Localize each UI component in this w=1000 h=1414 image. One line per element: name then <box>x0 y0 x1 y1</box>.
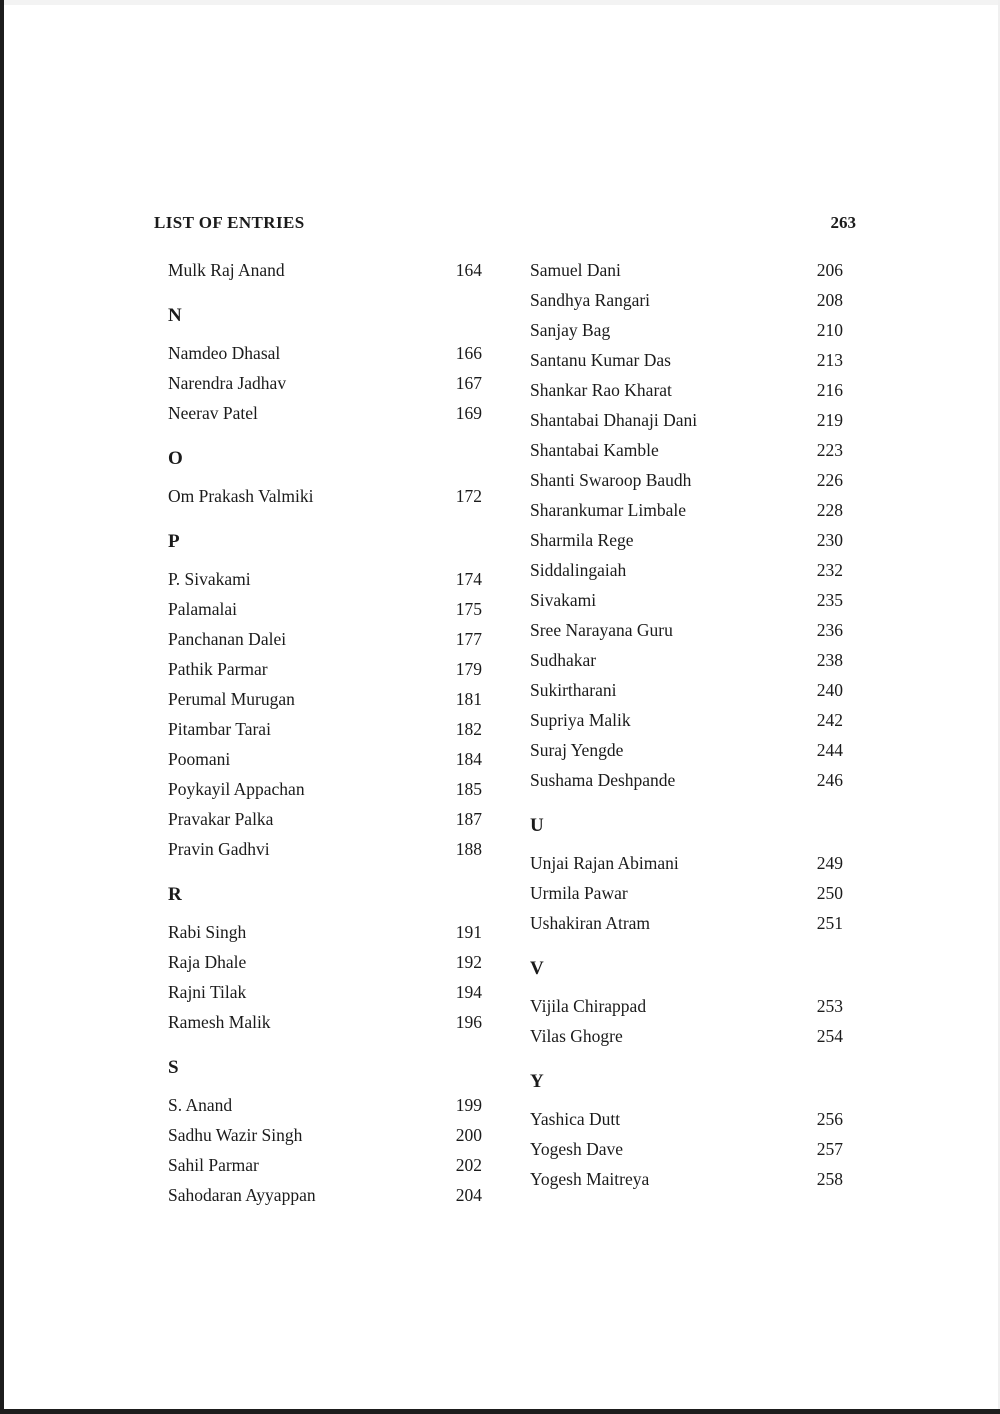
entry-page-number: 181 <box>455 689 482 709</box>
entry-name: Sadhu Wazir Singh <box>168 1125 303 1145</box>
index-entry-row <box>168 594 482 624</box>
entry-page-number: 192 <box>455 952 482 972</box>
index-entry-row <box>530 878 843 908</box>
entry-name: Shanti Swaroop Baudh <box>530 470 692 490</box>
entry-name: Mulk Raj Anand <box>168 260 285 280</box>
index-entry-row <box>530 848 843 878</box>
entry-name: Sanjay Bag <box>530 320 611 340</box>
index-entry-row <box>168 744 482 774</box>
entry-name: Om Prakash Valmiki <box>168 486 314 506</box>
index-entry-row <box>530 765 843 795</box>
index-entry-row <box>168 368 482 398</box>
entry-name: Sandhya Rangari <box>530 290 651 310</box>
entry-name: Rabi Singh <box>168 922 247 942</box>
entry-page-number: 226 <box>816 470 843 490</box>
entry-page-number: 240 <box>816 680 843 700</box>
index-entry-row <box>168 684 482 714</box>
entry-page-number: 219 <box>816 410 843 430</box>
index-entry-row <box>168 977 482 1007</box>
entry-page-number: 232 <box>816 560 843 580</box>
index-entry-row <box>530 705 843 735</box>
entry-name: Namdeo Dhasal <box>168 343 281 363</box>
entry-name: Sukirtharani <box>530 680 617 700</box>
entry-page-number: 182 <box>455 719 482 739</box>
index-entry-row <box>530 1164 843 1194</box>
entry-name: Palamalai <box>168 599 238 619</box>
entry-page-number: 230 <box>816 530 843 550</box>
entry-name: Pravakar Palka <box>168 809 274 829</box>
index-entry-row <box>168 398 482 428</box>
index-entry-row <box>530 585 843 615</box>
entry-name: Shankar Rao Kharat <box>530 380 672 400</box>
entry-page-number: 191 <box>455 922 482 942</box>
entry-page-number: 254 <box>816 1026 843 1046</box>
entry-name: Suraj Yengde <box>530 740 624 760</box>
index-entry-row <box>530 675 843 705</box>
entry-page-number: 246 <box>816 770 843 790</box>
entry-name: Yashica Dutt <box>530 1109 621 1129</box>
entry-page-number: 167 <box>455 373 482 393</box>
index-entry-row <box>168 804 482 834</box>
entry-page-number: 202 <box>455 1155 482 1175</box>
index-entry-row <box>168 917 482 947</box>
index-column-left <box>168 255 482 1210</box>
entry-page-number: 174 <box>455 569 482 589</box>
entry-name: Perumal Murugan <box>168 689 295 709</box>
entry-name: Sree Narayana Guru <box>530 620 673 640</box>
entry-page-number: 196 <box>455 1012 482 1032</box>
index-entry-row <box>168 624 482 654</box>
index-entry-row <box>530 375 843 405</box>
index-entry-row <box>530 615 843 645</box>
entry-page-number: 185 <box>455 779 482 799</box>
section-letter: V <box>530 958 544 979</box>
index-entry-row <box>168 1007 482 1037</box>
entry-page-number: 175 <box>455 599 482 619</box>
index-column-right <box>530 255 843 1194</box>
entry-page-number: 208 <box>816 290 843 310</box>
entry-name: Urmila Pawar <box>530 883 628 903</box>
entry-page-number: 253 <box>816 996 843 1016</box>
entry-name: Sudhakar <box>530 650 597 670</box>
entry-page-number: 235 <box>816 590 843 610</box>
entry-name: Siddalingaiah <box>530 560 627 580</box>
entry-name: Ushakiran Atram <box>530 913 651 933</box>
entry-name: Vijila Chirappad <box>530 996 647 1016</box>
entry-name: Sahil Parmar <box>168 1155 259 1175</box>
index-entry-row <box>530 495 843 525</box>
entry-page-number: 194 <box>455 982 482 1002</box>
entry-name: Samuel Dani <box>530 260 621 280</box>
index-entry-row <box>168 564 482 594</box>
index-entry-row <box>530 465 843 495</box>
entry-name: Poomani <box>168 749 231 769</box>
running-head <box>154 213 856 233</box>
index-entry-row <box>168 338 482 368</box>
entry-name: S. Anand <box>168 1095 233 1115</box>
entry-page-number: 187 <box>455 809 482 829</box>
section-letter: Y <box>530 1071 544 1092</box>
entry-name: Narendra Jadhav <box>168 373 287 393</box>
entry-name: Yogesh Dave <box>530 1139 624 1159</box>
entry-page-number: 179 <box>455 659 482 679</box>
entry-page-number: 204 <box>455 1185 482 1205</box>
index-entry-row <box>168 255 482 285</box>
entry-page-number: 213 <box>816 350 843 370</box>
entry-name: Unjai Rajan Abimani <box>530 853 679 873</box>
index-entry-row <box>530 645 843 675</box>
entry-name: P. Sivakami <box>168 569 251 589</box>
entry-name: Sharankumar Limbale <box>530 500 686 520</box>
entry-name: Sivakami <box>530 590 597 610</box>
index-entry-row <box>530 285 843 315</box>
entry-page-number: 244 <box>816 740 843 760</box>
index-entry-row <box>168 947 482 977</box>
entry-name: Shantabai Kamble <box>530 440 659 460</box>
entry-name: Poykayil Appachan <box>168 779 305 799</box>
entry-name: Supriya Malik <box>530 710 631 730</box>
entry-page-number: 172 <box>455 486 482 506</box>
entry-page-number: 256 <box>816 1109 843 1129</box>
entry-page-number: 216 <box>816 380 843 400</box>
index-entry-row <box>168 1180 482 1210</box>
entry-page-number: 242 <box>816 710 843 730</box>
entry-page-number: 200 <box>455 1125 482 1145</box>
entry-name: Santanu Kumar Das <box>530 350 671 370</box>
page-edge-bottom <box>0 1409 1000 1414</box>
entry-name: Rajni Tilak <box>168 982 247 1002</box>
section-letter: N <box>168 305 182 326</box>
entry-page-number: 184 <box>455 749 482 769</box>
entry-name: Sharmila Rege <box>530 530 634 550</box>
entry-name: Sushama Deshpande <box>530 770 676 790</box>
entry-page-number: 249 <box>816 853 843 873</box>
index-entry-row <box>530 908 843 938</box>
index-entry-row <box>168 834 482 864</box>
entry-page-number: 250 <box>816 883 843 903</box>
index-entry-row <box>530 735 843 765</box>
index-entry-row <box>168 1090 482 1120</box>
folio-number: 263 <box>830 213 856 232</box>
entry-name: Ramesh Malik <box>168 1012 271 1032</box>
index-entry-row <box>530 555 843 585</box>
index-entry-row <box>530 435 843 465</box>
entry-page-number: 199 <box>455 1095 482 1115</box>
entry-page-number: 206 <box>816 260 843 280</box>
index-entry-row <box>168 481 482 511</box>
index-entry-row <box>530 1134 843 1164</box>
entry-page-number: 258 <box>816 1169 843 1189</box>
entry-page-number: 169 <box>455 403 482 423</box>
entry-name: Panchanan Dalei <box>168 629 287 649</box>
entry-name: Neerav Patel <box>168 403 258 423</box>
section-letter: O <box>168 448 183 469</box>
entry-page-number: 251 <box>816 913 843 933</box>
index-entry-row <box>530 1104 843 1134</box>
entry-page-number: 164 <box>455 260 482 280</box>
index-entry-row <box>530 525 843 555</box>
entry-page-number: 223 <box>816 440 843 460</box>
entry-page-number: 228 <box>816 500 843 520</box>
index-entry-row <box>168 774 482 804</box>
page-edge-left <box>0 0 4 1414</box>
index-entry-row <box>530 991 843 1021</box>
index-entry-row <box>530 1021 843 1051</box>
entry-page-number: 236 <box>816 620 843 640</box>
section-letter: R <box>168 884 182 905</box>
entry-page-number: 166 <box>455 343 482 363</box>
section-letter: P <box>168 531 180 552</box>
section-letter: S <box>168 1057 179 1078</box>
entry-name: Shantabai Dhanaji Dani <box>530 410 698 430</box>
entry-name: Yogesh Maitreya <box>530 1169 650 1189</box>
entry-name: Pravin Gadhvi <box>168 839 270 859</box>
index-entry-row <box>530 345 843 375</box>
index-entry-row <box>168 654 482 684</box>
index-entry-row <box>530 315 843 345</box>
page-edge-top <box>0 0 1000 5</box>
entry-page-number: 210 <box>816 320 843 340</box>
entry-name: Sahodaran Ayyappan <box>168 1185 316 1205</box>
page-title: LIST OF ENTRIES <box>154 213 305 232</box>
index-entry-row <box>168 1150 482 1180</box>
entry-name: Pitambar Tarai <box>168 719 271 739</box>
entry-page-number: 238 <box>816 650 843 670</box>
index-entry-row <box>530 405 843 435</box>
index-entry-row <box>530 255 843 285</box>
index-entry-row <box>168 714 482 744</box>
section-letter: U <box>530 815 544 836</box>
index-entry-row <box>168 1120 482 1150</box>
entry-page-number: 177 <box>455 629 482 649</box>
entry-name: Pathik Parmar <box>168 659 268 679</box>
entry-page-number: 257 <box>816 1139 843 1159</box>
entry-page-number: 188 <box>455 839 482 859</box>
entry-name: Raja Dhale <box>168 952 247 972</box>
entry-name: Vilas Ghogre <box>530 1026 623 1046</box>
